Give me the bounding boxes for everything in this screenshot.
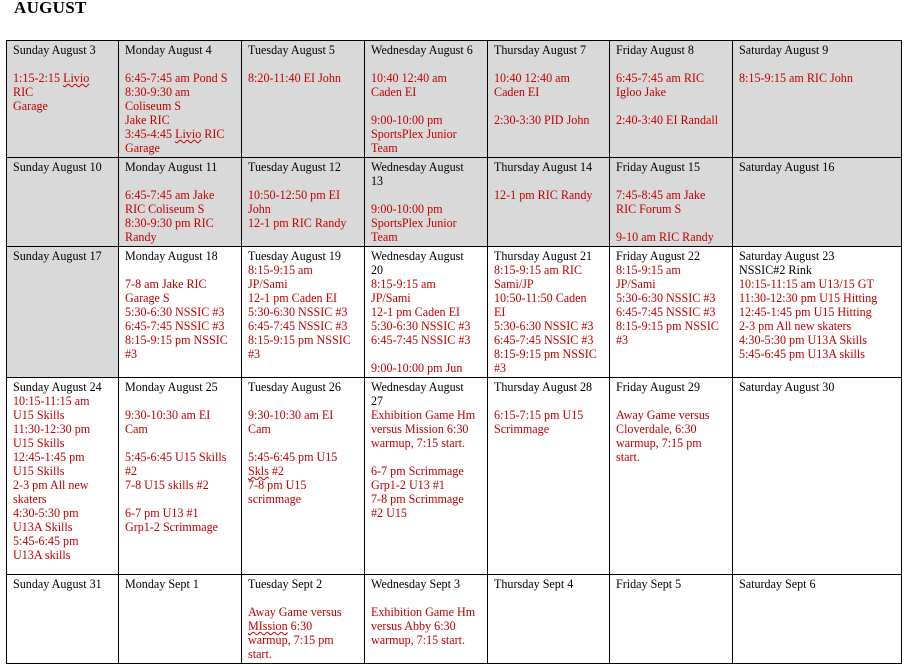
day-label: Friday Sept 5: [616, 577, 682, 591]
event-line: 9:00-10:00 pm: [371, 202, 443, 216]
event-line: John: [248, 202, 271, 216]
day-cell: [733, 378, 902, 575]
day-cell: [242, 41, 365, 158]
event-line: [125, 436, 235, 450]
event-line: 5:45-6:45 pm U15: [248, 450, 338, 464]
event-line: 2:30-3:30 PID John: [494, 113, 590, 127]
event-line: [371, 347, 481, 361]
event-line: 8:15-9:15 am RIC John: [739, 71, 853, 85]
event-line: 10:50-12:50 pm EI: [248, 188, 341, 202]
event-line: 7-8 pm Scrimmage: [371, 492, 464, 506]
event-line: JP/Sami: [616, 277, 656, 291]
day-label: Sunday August 10: [13, 160, 102, 174]
event-line: warmup, 7:15 pm: [616, 436, 702, 450]
day-cell: [610, 247, 733, 378]
day-label: Friday August 8: [616, 43, 694, 57]
day-cell: [733, 41, 902, 158]
event-line: 8:30-9:30 pm RIC: [125, 216, 214, 230]
event-line: Cloverdale, 6:30: [616, 422, 697, 436]
event-line: scrimmage: [248, 492, 302, 506]
event-line: 6:45-7:45 NSSIC #3: [371, 333, 471, 347]
event-line: Garage: [125, 141, 160, 155]
event-line: U13A skills: [13, 548, 71, 562]
event-line: 2-3 pm All new skaters: [739, 319, 852, 333]
day-cell: [488, 247, 610, 378]
day-label: Wednesday August: [371, 380, 464, 394]
day-label: Sunday August 31: [13, 577, 102, 591]
event-line: start.: [248, 647, 272, 661]
event-line: warmup, 7:15 start.: [371, 633, 466, 647]
event-line: JP/Sami: [248, 277, 288, 291]
day-label: Friday August 29: [616, 380, 700, 394]
day-label: Thursday August 7: [494, 43, 587, 57]
event-line: Igloo Jake: [616, 85, 667, 99]
day-label: Tuesday August 26: [248, 380, 341, 394]
event-line: [125, 492, 235, 506]
event-line: 12-1 pm RIC Randy: [248, 216, 347, 230]
event-line: 6:45-7:45 NSSIC #3: [494, 333, 594, 347]
day-label-continued: 20: [371, 263, 384, 277]
day-cell: [119, 378, 242, 575]
day-label-continued: 13: [371, 174, 384, 188]
calendar-body: [7, 41, 902, 664]
event-line: skaters: [13, 492, 47, 506]
event-line: U15 Skills: [13, 464, 65, 478]
event-line: Cam: [248, 422, 271, 436]
event-line: 12-1 pm RIC Randy: [494, 188, 593, 202]
event-line: EI: [494, 305, 506, 319]
calendar-table: [6, 40, 902, 664]
day-label: Saturday August 23: [739, 249, 835, 263]
event-line: 10:15-11:15 am: [13, 394, 90, 408]
day-cell: [365, 575, 488, 664]
page-title: AUGUST: [14, 0, 87, 17]
event-line: 8:15-9:15 pm NSSIC: [125, 333, 228, 347]
event-line: U15 Skills: [13, 436, 65, 450]
event-line: 6:45-7:45 NSSIC #3: [125, 319, 225, 333]
week-row: [7, 41, 902, 158]
event-line: 4:30-5:30 pm: [13, 506, 79, 520]
event-line: 7-8 U15 skills #2: [125, 478, 209, 492]
day-cell: [488, 158, 610, 247]
event-line: 2:40-3:40 EI Randall: [616, 113, 719, 127]
event-line: [616, 99, 726, 113]
event-line: Team: [371, 230, 398, 244]
event-line: Randy: [125, 230, 157, 244]
day-label: Saturday Sept 6: [739, 577, 816, 591]
day-label: Tuesday Sept 2: [248, 577, 323, 591]
event-line: RIC Forum S: [616, 202, 682, 216]
day-label: Monday Sept 1: [125, 577, 199, 591]
day-cell: [365, 378, 488, 575]
event-line: 11:30-12:30 pm U15 Hitting: [739, 291, 878, 305]
event-line: warmup, 7:15 start.: [371, 436, 466, 450]
event-line: Team: [371, 141, 398, 155]
day-label: Sunday August 17: [13, 249, 102, 263]
day-label: Saturday August 9: [739, 43, 829, 57]
event-line: 5:30-6:30 NSSIC #3: [616, 291, 716, 305]
event-line: [494, 99, 603, 113]
event-line: Grp1-2 Scrimmage: [125, 520, 219, 534]
event-line: 5:45-6:45 U15 Skills: [125, 450, 227, 464]
day-cell: [733, 247, 902, 378]
event-line: 10:40 12:40 am: [371, 71, 447, 85]
event-line: Garage: [13, 99, 48, 113]
event-line: #3: [248, 347, 261, 361]
event-line: 8:20-11:40 EI John: [248, 71, 341, 85]
event-line: Sami/JP: [494, 277, 534, 291]
event-line: 9:30-10:30 am EI: [125, 408, 211, 422]
week-row: [7, 247, 902, 378]
day-label: Wednesday August 6: [371, 43, 473, 57]
day-cell: [365, 41, 488, 158]
day-label: Monday August 4: [125, 43, 212, 57]
day-cell: [733, 158, 902, 247]
event-line: RIC Coliseum S: [125, 202, 205, 216]
day-label: Friday August 22: [616, 249, 700, 263]
event-line: 5:30-6:30 NSSIC #3: [125, 305, 225, 319]
day-cell: [242, 575, 365, 664]
event-line: 3:45-4:45 Livio RIC: [125, 127, 225, 141]
day-cell: [610, 378, 733, 575]
event-line: #3: [125, 347, 138, 361]
event-line: 6-7 pm U13 #1: [125, 506, 199, 520]
event-line: 9:30-10:30 am EI: [248, 408, 334, 422]
day-cell: [119, 575, 242, 664]
day-label: Tuesday August 19: [248, 249, 341, 263]
day-label: Tuesday August 12: [248, 160, 341, 174]
day-cell: [119, 41, 242, 158]
event-line: Exhibition Game Hm: [371, 408, 476, 422]
event-line: 4:30-5:30 pm U13A Skills: [739, 333, 868, 347]
day-cell: [365, 247, 488, 378]
event-line: 5:30-6:30 NSSIC #3: [248, 305, 348, 319]
day-label: Monday August 25: [125, 380, 218, 394]
event-line: Skls #2: [248, 464, 284, 478]
event-line: 5:30-6:30 NSSIC #3: [494, 319, 594, 333]
week-row: [7, 575, 902, 664]
event-line: 6:45-7:45 NSSIC #3: [616, 305, 716, 319]
event-line: 7:45-8:45 am Jake: [616, 188, 706, 202]
event-line: Caden EI: [494, 85, 540, 99]
event-line: JP/Sami: [371, 291, 411, 305]
event-line: 8:15-9:15 am: [371, 277, 436, 291]
day-label: Sunday August 24: [13, 380, 102, 394]
event-line: 1:15-2:15 Livio: [13, 71, 90, 85]
day-cell: [610, 575, 733, 664]
day-cell: [242, 247, 365, 378]
event-line: Cam: [125, 422, 148, 436]
event-line: 12-1 pm Caden EI: [248, 291, 338, 305]
event-line: 6-7 pm Scrimmage: [371, 464, 464, 478]
day-label: Wednesday August: [371, 160, 464, 174]
event-line: 8:15-9:15 pm NSSIC: [248, 333, 351, 347]
day-cell: [242, 378, 365, 575]
day-cell: [7, 378, 119, 575]
day-cell: [365, 158, 488, 247]
day-cell: [7, 158, 119, 247]
event-line: #3: [494, 361, 507, 375]
day-label: Thursday Sept 4: [494, 577, 574, 591]
week-row: [7, 378, 902, 575]
event-line: 10:50-11:50 Caden: [494, 291, 587, 305]
event-line: [248, 436, 358, 450]
event-line: Garage S: [125, 291, 170, 305]
event-line: 12:45-1:45 pm: [13, 450, 85, 464]
event-line: #2 U15: [371, 506, 407, 520]
day-cell: [733, 575, 902, 664]
event-line: MIssion 6:30: [248, 619, 313, 633]
event-line: #2: [125, 464, 138, 478]
event-line: versus Mission 6:30: [371, 422, 469, 436]
event-line: Away Game versus: [248, 605, 342, 619]
event-line: SportsPlex Junior: [371, 127, 457, 141]
day-cell: [7, 247, 119, 378]
event-line: 5:30-6:30 NSSIC #3: [371, 319, 471, 333]
event-line: 9:00-10:00 pm Jun: [371, 361, 463, 375]
event-line: Coliseum S: [125, 99, 182, 113]
day-label-continued: NSSIC#2 Rink: [739, 263, 812, 277]
event-line: 8:15-9:15 am: [248, 263, 313, 277]
event-line: 12-1 pm Caden EI: [371, 305, 461, 319]
day-cell: [119, 247, 242, 378]
day-cell: [488, 575, 610, 664]
event-line: 6:45-7:45 am Jake: [125, 188, 215, 202]
event-line: [371, 99, 481, 113]
event-line: Jake RIC: [125, 113, 170, 127]
event-line: Grp1-2 U13 #1: [371, 478, 445, 492]
day-label: Monday August 18: [125, 249, 218, 263]
event-line: 10:15-11:15 am U13/15 GT: [739, 277, 874, 291]
event-line: 8:15-9:15 pm NSSIC: [494, 347, 597, 361]
week-row: [7, 158, 902, 247]
day-label: Tuesday August 5: [248, 43, 335, 57]
day-cell: [7, 575, 119, 664]
event-line: 2-3 pm All new: [13, 478, 89, 492]
day-cell: [119, 158, 242, 247]
event-line: versus Abby 6:30: [371, 619, 456, 633]
event-line: 5:45-6:45 pm: [13, 534, 79, 548]
event-line: [616, 216, 726, 230]
event-line: RIC: [13, 85, 34, 99]
day-label-continued: 27: [371, 394, 384, 408]
event-line: Caden EI: [371, 85, 417, 99]
event-line: 7-8 am Jake RIC: [125, 277, 207, 291]
day-label: Thursday August 14: [494, 160, 593, 174]
event-line: Scrimmage: [494, 422, 550, 436]
day-label: Sunday August 3: [13, 43, 96, 57]
event-line: SportsPlex Junior: [371, 216, 457, 230]
day-label: Saturday August 16: [739, 160, 835, 174]
day-label: Friday August 15: [616, 160, 700, 174]
event-line: 9-10 am RIC Randy: [616, 230, 714, 244]
event-line: 6:15-7:15 pm U15: [494, 408, 584, 422]
event-line: U15 Skills: [13, 408, 65, 422]
day-label: Saturday August 30: [739, 380, 835, 394]
event-line: Away Game versus: [616, 408, 710, 422]
day-label: Thursday August 21: [494, 249, 593, 263]
day-label: Thursday August 28: [494, 380, 593, 394]
day-cell: [242, 158, 365, 247]
event-line: 8:15-9:15 pm NSSIC: [616, 319, 719, 333]
day-cell: [610, 41, 733, 158]
event-line: 10:40 12:40 am: [494, 71, 570, 85]
day-cell: [488, 41, 610, 158]
event-line: warmup, 7:15 pm: [248, 633, 334, 647]
event-line: #3: [616, 333, 629, 347]
event-line: 6:45-7:45 NSSIC #3: [248, 319, 348, 333]
event-line: 7-8 pm U15: [248, 478, 307, 492]
event-line: 11:30-12:30 pm: [13, 422, 91, 436]
event-line: Exhibition Game Hm: [371, 605, 476, 619]
day-cell: [488, 378, 610, 575]
day-label: Monday August 11: [125, 160, 218, 174]
day-cell: [7, 41, 119, 158]
event-line: 9:00-10:00 pm: [371, 113, 443, 127]
day-label: Wednesday Sept 3: [371, 577, 461, 591]
event-line: 8:15-9:15 am RIC: [494, 263, 583, 277]
event-line: 8:30-9:30 am: [125, 85, 190, 99]
day-label: Wednesday August: [371, 249, 464, 263]
event-line: start.: [616, 450, 640, 464]
event-line: 12:45-1:45 pm U15 Hitting: [739, 305, 872, 319]
event-line: 8:15-9:15 am: [616, 263, 681, 277]
event-line: 6:45-7:45 am Pond S: [125, 71, 228, 85]
event-line: [371, 450, 481, 464]
event-line: U13A Skills: [13, 520, 73, 534]
event-line: 6:45-7:45 am RIC: [616, 71, 705, 85]
day-cell: [610, 158, 733, 247]
event-line: 5:45-6:45 pm U13A skills: [739, 347, 865, 361]
